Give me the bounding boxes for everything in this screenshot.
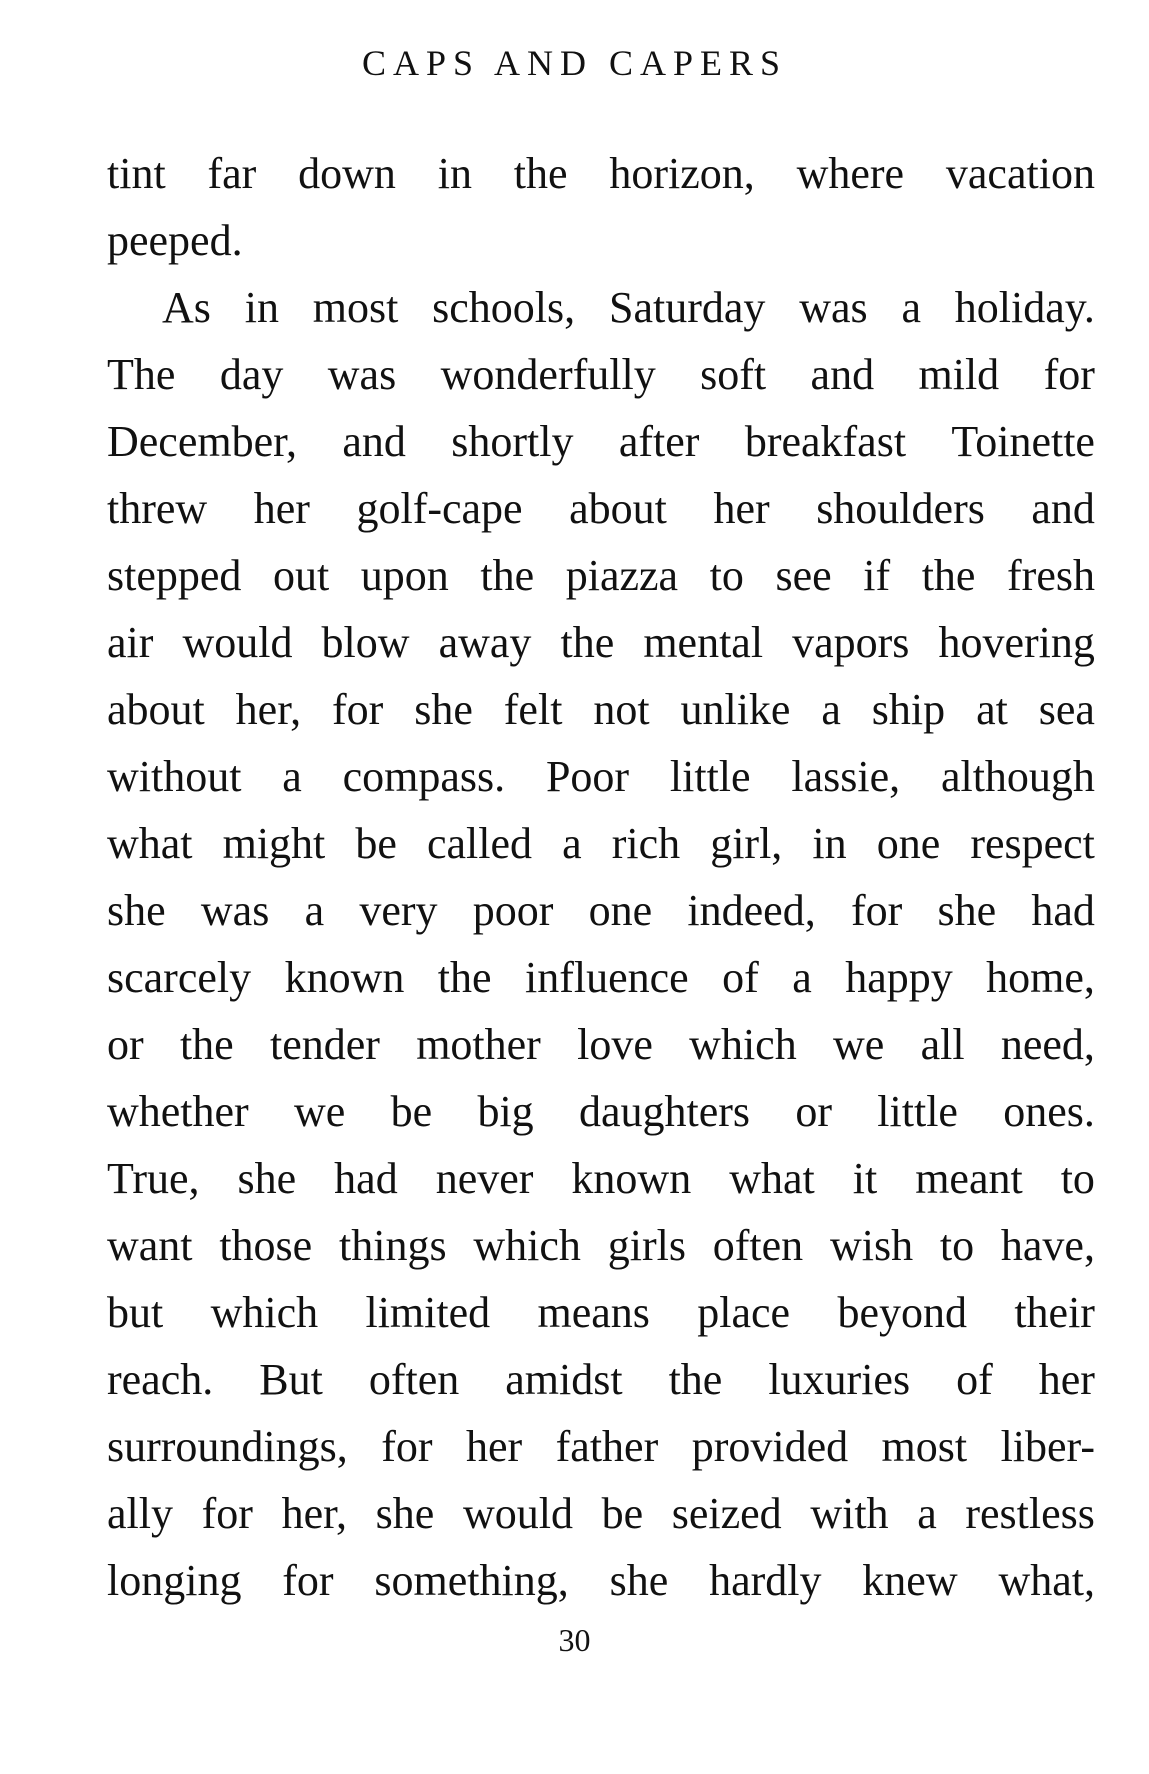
word: little bbox=[669, 752, 751, 801]
word: her bbox=[466, 1422, 523, 1471]
word: air bbox=[107, 618, 154, 667]
word: of bbox=[956, 1355, 993, 1404]
word: golf-cape bbox=[356, 484, 523, 533]
word: ones. bbox=[1003, 1087, 1095, 1136]
text-line bbox=[107, 1078, 1095, 1145]
text-line bbox=[107, 1212, 1095, 1279]
word: happy bbox=[845, 953, 953, 1002]
word: a bbox=[562, 819, 582, 868]
word: want bbox=[107, 1221, 193, 1270]
text-line bbox=[107, 542, 1095, 609]
word: the bbox=[480, 551, 535, 600]
word: their bbox=[1014, 1288, 1095, 1337]
word: often bbox=[712, 1221, 804, 1270]
word: ally bbox=[107, 1489, 173, 1538]
word: upon bbox=[360, 551, 449, 600]
word: tender bbox=[269, 1020, 380, 1069]
word: and bbox=[342, 417, 406, 466]
word: in bbox=[244, 283, 279, 332]
word: her, bbox=[281, 1489, 347, 1538]
word: she bbox=[375, 1489, 435, 1538]
word: be bbox=[601, 1489, 644, 1538]
text-line bbox=[107, 676, 1095, 743]
text-line bbox=[107, 1480, 1095, 1547]
word: shoulders bbox=[816, 484, 985, 533]
word: she bbox=[937, 886, 997, 935]
word: one bbox=[588, 886, 653, 935]
text-line bbox=[107, 475, 1095, 542]
word: little bbox=[877, 1087, 958, 1136]
word: means bbox=[537, 1288, 650, 1337]
word: felt bbox=[503, 685, 563, 734]
word: for bbox=[1043, 350, 1095, 399]
word: a bbox=[792, 953, 812, 1002]
text-line bbox=[107, 140, 1095, 207]
word: limited bbox=[365, 1288, 491, 1337]
word: she bbox=[609, 1556, 669, 1605]
word: liber- bbox=[1000, 1422, 1095, 1471]
word: to bbox=[709, 551, 744, 600]
word: breakfast bbox=[744, 417, 907, 466]
word: in bbox=[812, 819, 847, 868]
word: her, bbox=[235, 685, 302, 734]
word: in bbox=[437, 149, 472, 198]
word: at bbox=[976, 685, 1008, 734]
word: unlike bbox=[680, 685, 791, 734]
word: for bbox=[381, 1422, 433, 1471]
word: compass. bbox=[342, 752, 506, 801]
word: holiday. bbox=[954, 283, 1095, 332]
word: the bbox=[560, 618, 615, 667]
text-line bbox=[107, 207, 1095, 274]
word: shortly bbox=[451, 417, 574, 466]
word: a bbox=[304, 886, 325, 935]
word: most bbox=[312, 283, 399, 332]
text-line bbox=[107, 1547, 1095, 1614]
word: had bbox=[334, 1154, 398, 1203]
word: down bbox=[298, 149, 396, 198]
word: tint bbox=[107, 149, 166, 198]
word: longing bbox=[107, 1556, 242, 1605]
word: ship bbox=[871, 685, 946, 734]
word: never bbox=[435, 1154, 534, 1203]
word: for bbox=[201, 1489, 253, 1538]
word: although bbox=[940, 752, 1095, 801]
text-line bbox=[107, 1145, 1095, 1212]
word: The bbox=[107, 350, 176, 399]
word: beyond bbox=[837, 1288, 967, 1337]
word: love bbox=[577, 1020, 653, 1069]
word: day bbox=[219, 350, 284, 399]
word: vacation bbox=[945, 149, 1095, 198]
word: something, bbox=[374, 1556, 569, 1605]
word: piazza bbox=[565, 551, 679, 600]
word: would bbox=[182, 618, 293, 667]
word: restless bbox=[965, 1489, 1095, 1538]
word: with bbox=[810, 1489, 889, 1538]
word: was bbox=[327, 350, 397, 399]
word: her bbox=[713, 484, 770, 533]
word: But bbox=[259, 1355, 323, 1404]
word: vapors bbox=[792, 618, 910, 667]
word: lassie, bbox=[791, 752, 901, 801]
word: big bbox=[477, 1087, 534, 1136]
word: threw bbox=[107, 484, 208, 533]
word: called bbox=[426, 819, 533, 868]
word: away bbox=[438, 618, 532, 667]
word: Saturday bbox=[608, 283, 766, 332]
text-line bbox=[107, 877, 1095, 944]
word: to bbox=[939, 1221, 975, 1270]
word: sea bbox=[1038, 685, 1095, 734]
word: the bbox=[668, 1355, 723, 1404]
word: or bbox=[107, 1020, 144, 1069]
word: respect bbox=[970, 819, 1095, 868]
word: wish bbox=[829, 1221, 914, 1270]
word: for bbox=[850, 886, 903, 935]
text-line bbox=[107, 743, 1095, 810]
word: whether bbox=[107, 1087, 249, 1136]
word: need, bbox=[1000, 1020, 1095, 1069]
text-line bbox=[107, 408, 1095, 475]
word: one bbox=[876, 819, 941, 868]
word: if bbox=[863, 551, 891, 600]
word: she bbox=[237, 1154, 297, 1203]
word: have, bbox=[1000, 1221, 1095, 1270]
text-line bbox=[107, 1413, 1095, 1480]
word: to bbox=[1060, 1154, 1095, 1203]
text-line bbox=[107, 274, 1095, 341]
word: the bbox=[921, 551, 976, 600]
word: be bbox=[390, 1087, 433, 1136]
word: amidst bbox=[505, 1355, 623, 1404]
word: daughters bbox=[578, 1087, 751, 1136]
word: indeed, bbox=[687, 886, 816, 935]
word: out bbox=[272, 551, 330, 600]
word: we bbox=[294, 1087, 346, 1136]
word: was bbox=[799, 283, 868, 332]
word: without bbox=[107, 752, 242, 801]
word: which bbox=[210, 1288, 319, 1337]
word: surroundings, bbox=[107, 1422, 348, 1471]
word: Poor bbox=[545, 752, 630, 801]
word: blow bbox=[321, 618, 410, 667]
text-line bbox=[107, 944, 1095, 1011]
word: girls bbox=[607, 1221, 686, 1270]
word: mild bbox=[918, 350, 1000, 399]
text-line bbox=[107, 341, 1095, 408]
word: seized bbox=[671, 1489, 782, 1538]
word: mental bbox=[643, 618, 764, 667]
word: see bbox=[775, 551, 832, 600]
word: would bbox=[462, 1489, 573, 1538]
word: all bbox=[920, 1020, 965, 1069]
word: meant bbox=[915, 1154, 1023, 1203]
word: the bbox=[513, 149, 568, 198]
word: luxuries bbox=[768, 1355, 911, 1404]
word: about bbox=[107, 685, 205, 734]
word: often bbox=[368, 1355, 460, 1404]
word: for bbox=[282, 1556, 334, 1605]
word: hardly bbox=[709, 1556, 822, 1605]
word: but bbox=[107, 1288, 164, 1337]
word: about bbox=[569, 484, 667, 533]
word: was bbox=[200, 886, 270, 935]
word: where bbox=[796, 149, 905, 198]
word: provided bbox=[691, 1422, 849, 1471]
word: fresh bbox=[1007, 551, 1095, 600]
word: a bbox=[821, 685, 841, 734]
word: girl, bbox=[710, 819, 783, 868]
word: As bbox=[162, 283, 211, 332]
word: she bbox=[414, 685, 473, 734]
word: home, bbox=[986, 953, 1095, 1002]
word: soft bbox=[700, 350, 767, 399]
word: True, bbox=[107, 1154, 200, 1203]
word: father bbox=[555, 1422, 659, 1471]
text-line bbox=[107, 609, 1095, 676]
word: rich bbox=[611, 819, 681, 868]
word: influence bbox=[524, 953, 689, 1002]
word: her bbox=[253, 484, 310, 533]
word: very bbox=[359, 886, 438, 935]
word: most bbox=[881, 1422, 968, 1471]
word: a bbox=[901, 283, 921, 332]
word: known bbox=[284, 953, 405, 1002]
word: poor bbox=[472, 886, 554, 935]
word: horizon, bbox=[609, 149, 755, 198]
word: what, bbox=[998, 1556, 1095, 1605]
text-line bbox=[107, 810, 1095, 877]
word: not bbox=[593, 685, 650, 734]
word: her bbox=[1038, 1355, 1095, 1404]
line-text: peeped. bbox=[107, 216, 243, 265]
word: of bbox=[722, 953, 759, 1002]
text-line bbox=[107, 1346, 1095, 1413]
word: reach. bbox=[107, 1355, 214, 1404]
word: or bbox=[795, 1087, 832, 1136]
page-number: 30 bbox=[558, 1622, 591, 1658]
word: things bbox=[339, 1221, 447, 1270]
text-line bbox=[107, 1279, 1095, 1346]
word: be bbox=[355, 819, 397, 868]
word: a bbox=[282, 752, 302, 801]
word: hovering bbox=[938, 618, 1095, 667]
word: wonderfully bbox=[440, 350, 656, 399]
word: might bbox=[222, 819, 326, 868]
word: which bbox=[689, 1020, 797, 1069]
word: what bbox=[729, 1154, 815, 1203]
word: far bbox=[207, 149, 257, 198]
word: knew bbox=[862, 1556, 958, 1605]
word: December, bbox=[107, 417, 298, 466]
word: it bbox=[852, 1154, 878, 1203]
word: a bbox=[917, 1489, 937, 1538]
word: she bbox=[107, 886, 166, 935]
word: for bbox=[332, 685, 384, 734]
word: those bbox=[219, 1221, 313, 1270]
word: place bbox=[697, 1288, 791, 1337]
word: scarcely bbox=[107, 953, 252, 1002]
word: what bbox=[107, 819, 193, 868]
word: stepped bbox=[107, 551, 242, 600]
word: and bbox=[810, 350, 875, 399]
word: known bbox=[571, 1154, 692, 1203]
word: mother bbox=[416, 1020, 541, 1069]
word: we bbox=[832, 1020, 885, 1069]
word: had bbox=[1031, 886, 1095, 935]
word: Toinette bbox=[951, 417, 1095, 466]
word: which bbox=[473, 1221, 581, 1270]
word: the bbox=[437, 953, 492, 1002]
word: after bbox=[618, 417, 700, 466]
word: and bbox=[1031, 484, 1095, 533]
word: the bbox=[179, 1020, 234, 1069]
body-text bbox=[107, 140, 1095, 1614]
text-line bbox=[107, 1011, 1095, 1078]
word: schools, bbox=[432, 283, 576, 332]
running-head: CAPS AND CAPERS bbox=[361, 43, 788, 83]
